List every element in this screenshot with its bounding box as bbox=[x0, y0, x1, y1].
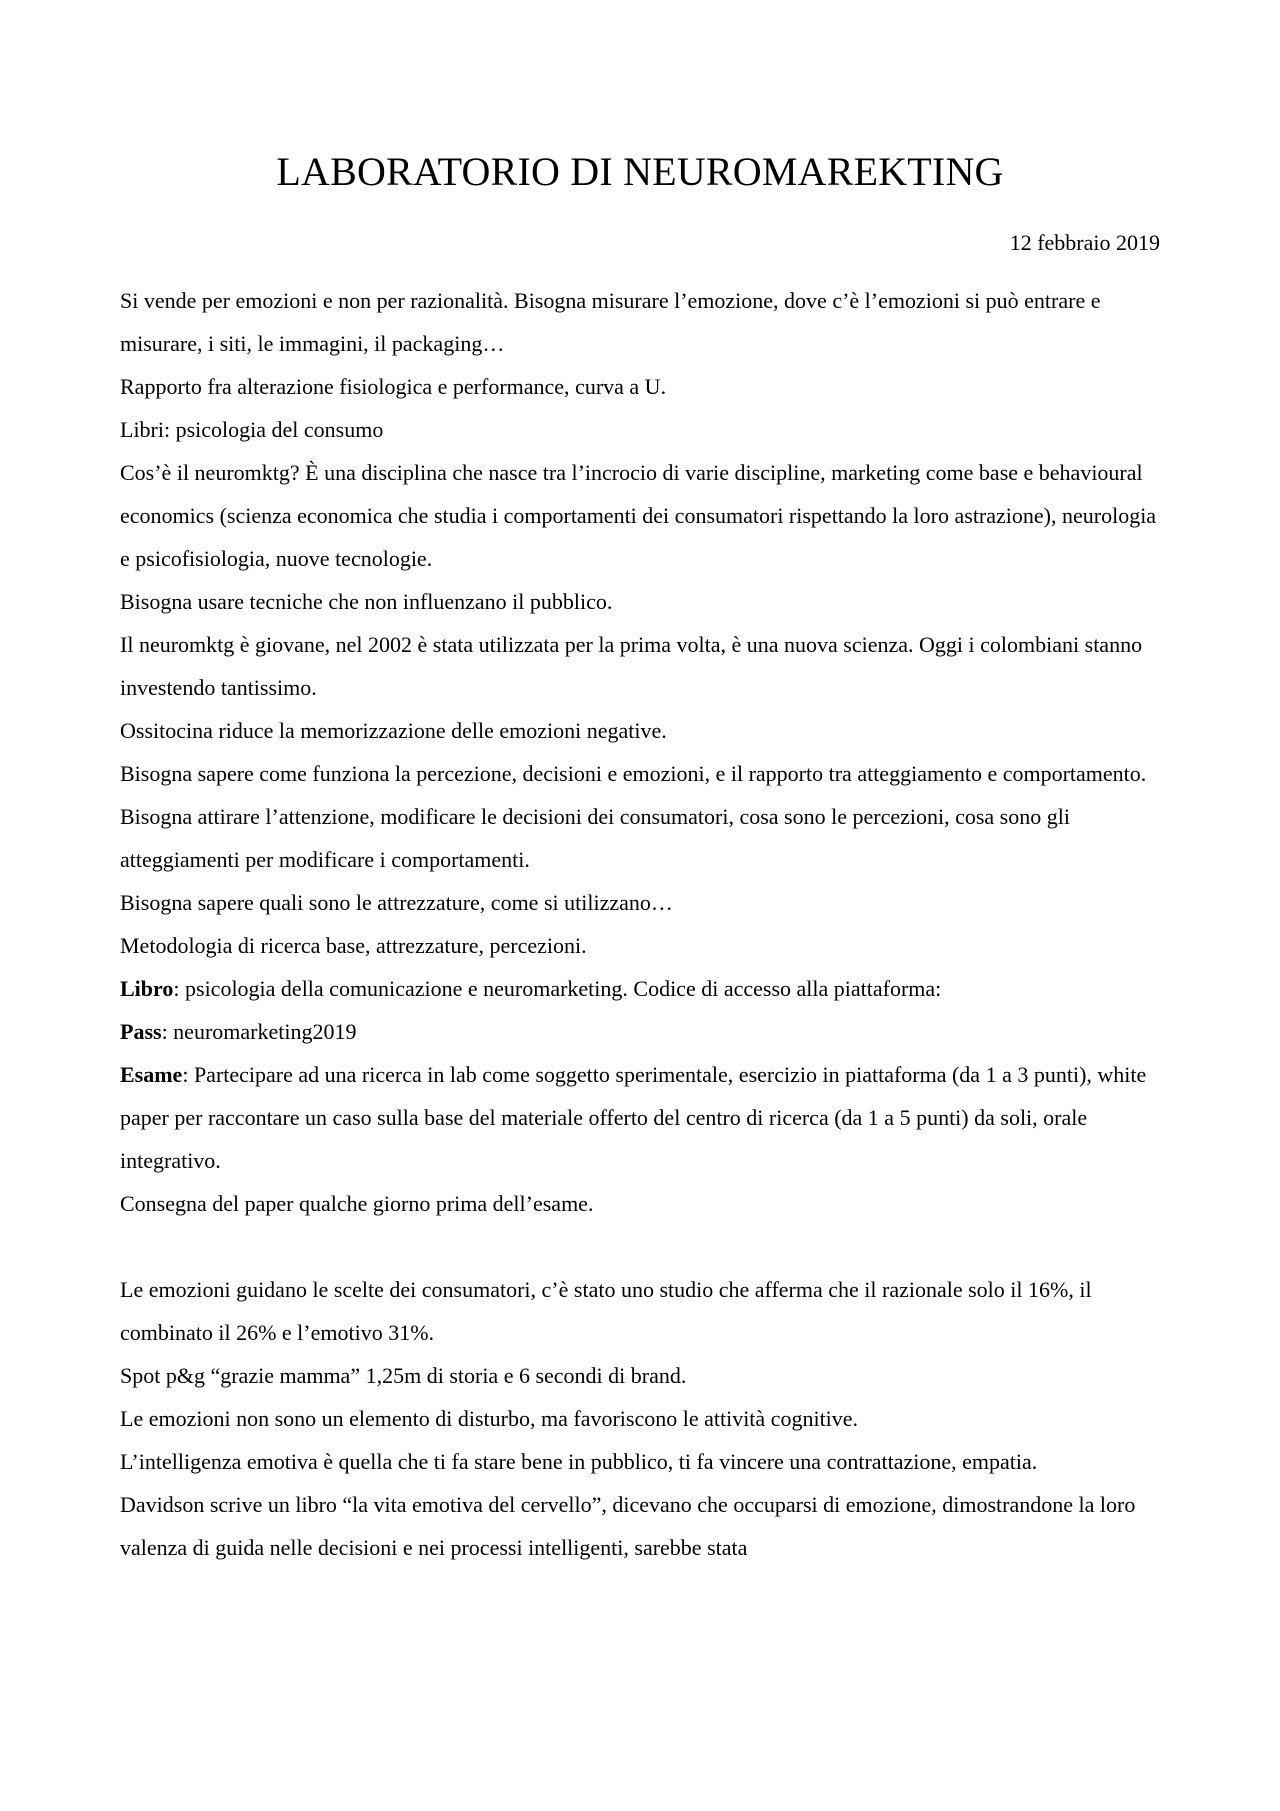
paragraph: Il neuromktg è giovane, nel 2002 è stata utilizzata per la prima volta, è una nuova scienza. Oggi i colombiani stanno investendo tantissimo. bbox=[120, 632, 1143, 700]
blank-line bbox=[120, 1225, 1160, 1268]
libro-paragraph bbox=[120, 967, 1160, 1010]
libro-label: Libro bbox=[120, 976, 174, 1001]
esame-text: : Partecipare ad una ricerca in lab come soggetto sperimentale, esercizio in piattaforma (da 1 a 3 punti), white paper per raccontare un caso sulla base del materiale offerto del centro di ricerca (da 1 a 5 punti) da soli, orale integrativo. bbox=[120, 1062, 1147, 1173]
paragraph: Spot p&g “grazie mamma” 1,25m di storia e 6 secondi di brand. bbox=[120, 1363, 687, 1388]
esame-label: Esame bbox=[120, 1062, 183, 1087]
pass-text: : neuromarketing2019 bbox=[161, 1019, 357, 1044]
pass-label: Pass bbox=[120, 1019, 162, 1044]
esame-paragraph bbox=[120, 1053, 1160, 1182]
paragraph: Si vende per emozioni e non per razionalità. Bisogna misurare l’emozione, dove c’è l’emozioni si può entrare e misurare, i siti, le immagini, il packaging… bbox=[120, 288, 1101, 356]
paragraph: Rapporto fra alterazione fisiologica e performance, curva a U. bbox=[120, 374, 667, 399]
paragraph: Consegna del paper qualche giorno prima dell’esame. bbox=[120, 1191, 594, 1216]
document-title: LABORATORIO DI NEUROMAREKTING bbox=[276, 149, 1004, 194]
libro-text: : psicologia della comunicazione e neuromarketing. Codice di accesso alla piattaforma: bbox=[173, 976, 942, 1001]
paragraph: Davidson scrive un libro “la vita emotiva del cervello”, dicevano che occuparsi di emozione, dimostrandone la loro valenza di guida nelle decisioni e nei processi intelligenti, sarebbe stata bbox=[120, 1492, 1136, 1560]
document-date: 12 febbraio 2019 bbox=[1009, 230, 1160, 255]
paragraph: L’intelligenza emotiva è quella che ti fa stare bene in pubblico, ti fa vincere una contrattazione, empatia. bbox=[120, 1449, 1038, 1474]
paragraph: Ossitocina riduce la memorizzazione delle emozioni negative. bbox=[120, 718, 667, 743]
paragraph: Le emozioni non sono un elemento di disturbo, ma favoriscono le attività cognitive. bbox=[120, 1406, 859, 1431]
paragraph: Bisogna usare tecniche che non influenzano il pubblico. bbox=[120, 589, 613, 614]
paragraph: Bisogna sapere come funziona la percezione, decisioni e emozioni, e il rapporto tra atteggiamento e comportamento. bbox=[120, 761, 1147, 786]
pass-paragraph bbox=[120, 1010, 1160, 1053]
paragraph: Bisogna attirare l’attenzione, modificare le decisioni dei consumatori, cosa sono le percezioni, cosa sono gli atteggiamenti per modificare i comportamenti. bbox=[120, 804, 1070, 872]
paragraph: Le emozioni guidano le scelte dei consumatori, c’è stato uno studio che afferma che il razionale solo il 16%, il combinato il 26% e l’emotivo 31%. bbox=[120, 1277, 1092, 1345]
paragraph: Metodologia di ricerca base, attrezzature, percezioni. bbox=[120, 933, 587, 958]
paragraph: Libri: psicologia del consumo bbox=[120, 417, 384, 442]
document-body bbox=[120, 279, 1160, 1569]
paragraph: Bisogna sapere quali sono le attrezzature, come si utilizzano… bbox=[120, 890, 673, 915]
paragraph: Cos’è il neuromktg? È una disciplina che nasce tra l’incrocio di varie discipline, marketing come base e behavioural economics (scienza economica che studia i comportamenti dei consumatori rispettando la loro astrazione), neurologia e psicofisiologia, nuove tecnologie. bbox=[120, 460, 1157, 571]
